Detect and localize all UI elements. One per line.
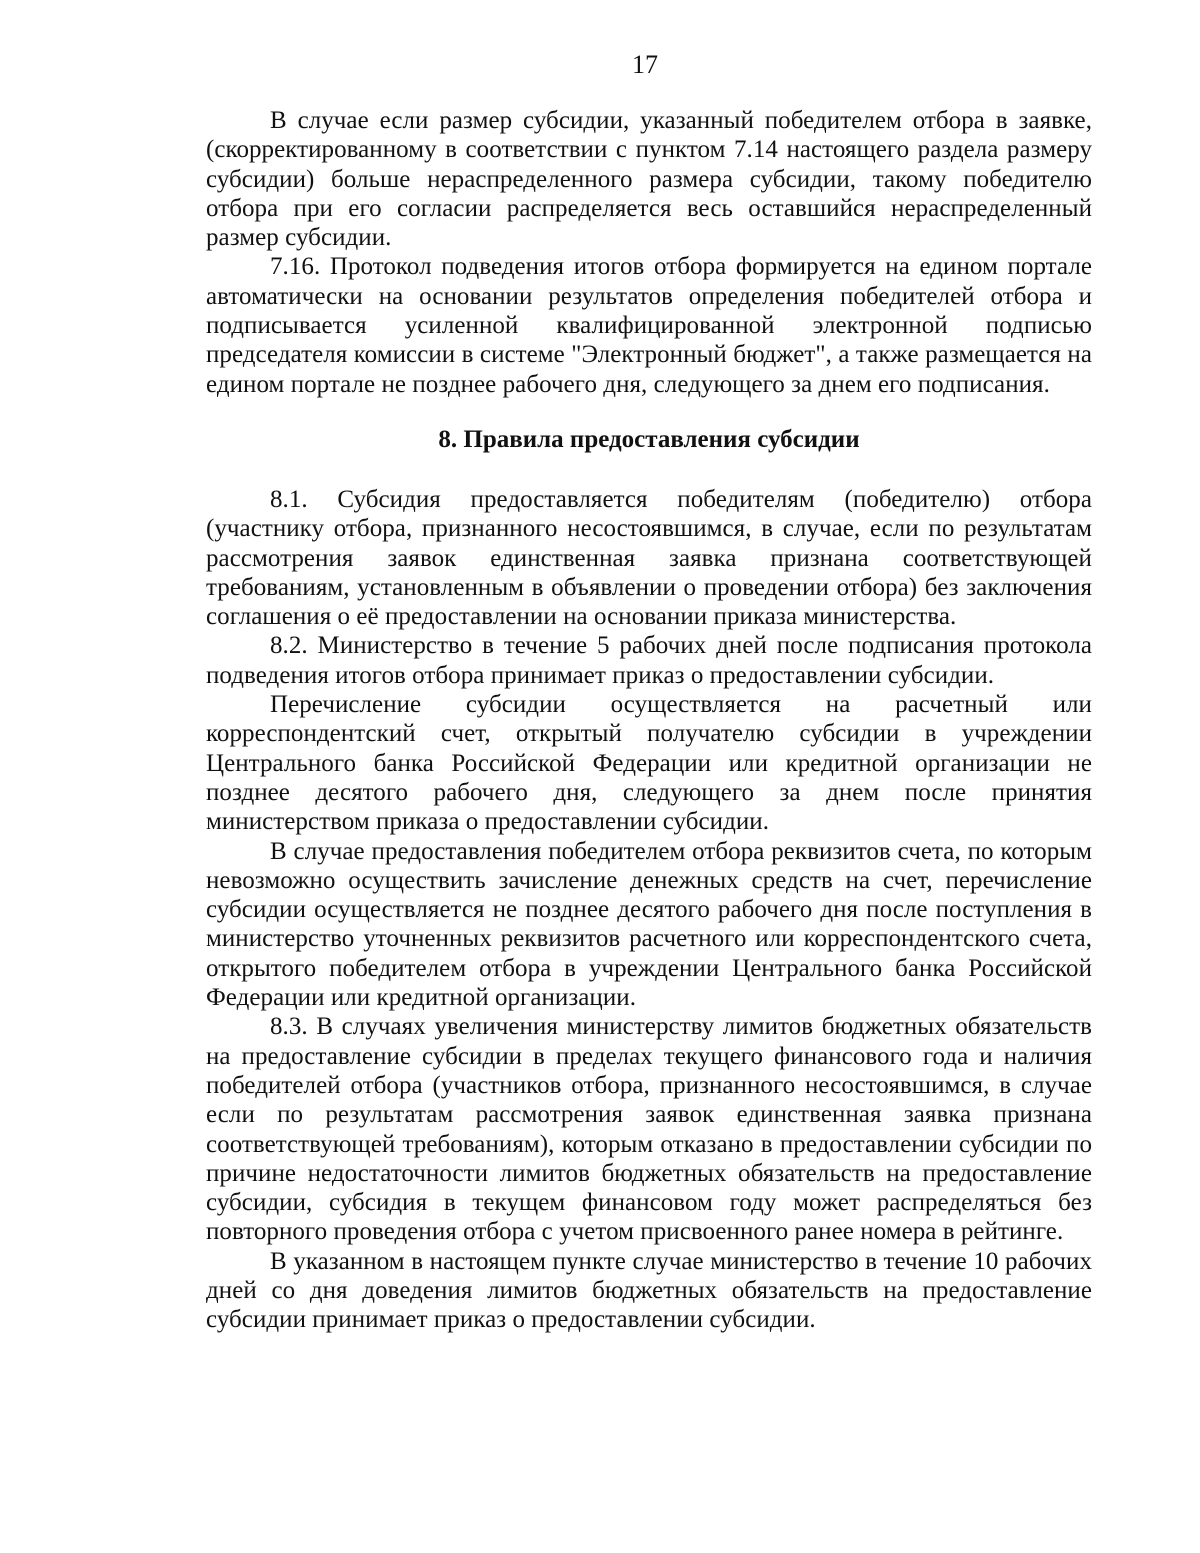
paragraph-8-1: 8.1. Субсидия предоставляется победителям (победителю) отбора (участнику отбора, признанного несостоявшимся, в случае, если по результатам рассмотрения заявок единственная заявка признана соответствующей требованиям, установленным в объявлении о проведении отбора) без заключения соглашения о её предоставлении на основании приказа министерства. bbox=[206, 485, 1092, 631]
paragraph-transfer: Перечисление субсидии осуществляется на расчетный или корреспондентский счет, открытый получателю субсидии в учреждении Центрального банка Российской Федерации или кредитной организации не позднее десятого рабочего дня, следующего за днем после принятия министерством приказа о предоставлении субсидии. bbox=[206, 691, 1092, 836]
document-body bbox=[206, 106, 1092, 1335]
paragraph-8-3: 8.3. В случаях увеличения министерству лимитов бюджетных обязательств на предоставление субсидии в пределах текущего финансового года и наличия победителей отбора (участников отбора, признанного несостоявшимся, в случае если по результатам рассмотрения заявок единственная заявка признана соответствующей требованиям), которым отказано в предоставлении субсидии по причине недостаточности лимитов бюджетных обязательств на предоставление субсидии, субсидия в текущем финансовом году может распределяться без повторного проведения отбора с учетом присвоенного ранее номера в рейтинге. bbox=[206, 1013, 1092, 1246]
paragraph-7-15-continuation: В случае если размер субсидии, указанный победителем отбора в заявке, (скорректированному в соответствии с пунктом 7.14 настоящего раздела размеру субсидии) больше нераспределенного размера субсидии, такому победителю отбора при его согласии распределяется весь оставшийся нераспределенный размер субсидии. bbox=[206, 107, 1092, 252]
paragraph-8-2: 8.2. Министерство в течение 5 рабочих дней после подписания протокола подведения итогов отбора принимает приказ о предоставлении субсидии. bbox=[206, 632, 1092, 689]
paragraph-7-16: 7.16. Протокол подведения итогов отбора формируется на едином портале автоматически на основании результатов определения победителей отбора и подписывается усиленной квалифицированной электронной подписью председателя комиссии в системе "Электронный бюджет", а также размещается на едином портале не позднее рабочего дня, следующего за днем его подписания. bbox=[206, 253, 1092, 398]
section-8-heading: 8. Правила предоставления субсидии bbox=[438, 425, 860, 453]
paragraph-8-3-order: В указанном в настоящем пункте случае министерство в течение 10 рабочих дней со дня доведения лимитов бюджетных обязательств на предоставление субсидии принимает приказ о предоставлении субсидии. bbox=[206, 1247, 1092, 1334]
paragraph-account-details: В случае предоставления победителем отбора реквизитов счета, по которым невозможно осуществить зачисление денежных средств на счет, перечисление субсидии осуществляется не позднее десятого рабочего дня после поступления в министерство уточненных реквизитов расчетного или корреспондентского счета, открытого победителем отбора в учреждении Центрального банка Российской Федерации или кредитной организации. bbox=[206, 837, 1092, 1012]
page-number: 17 bbox=[632, 50, 658, 79]
